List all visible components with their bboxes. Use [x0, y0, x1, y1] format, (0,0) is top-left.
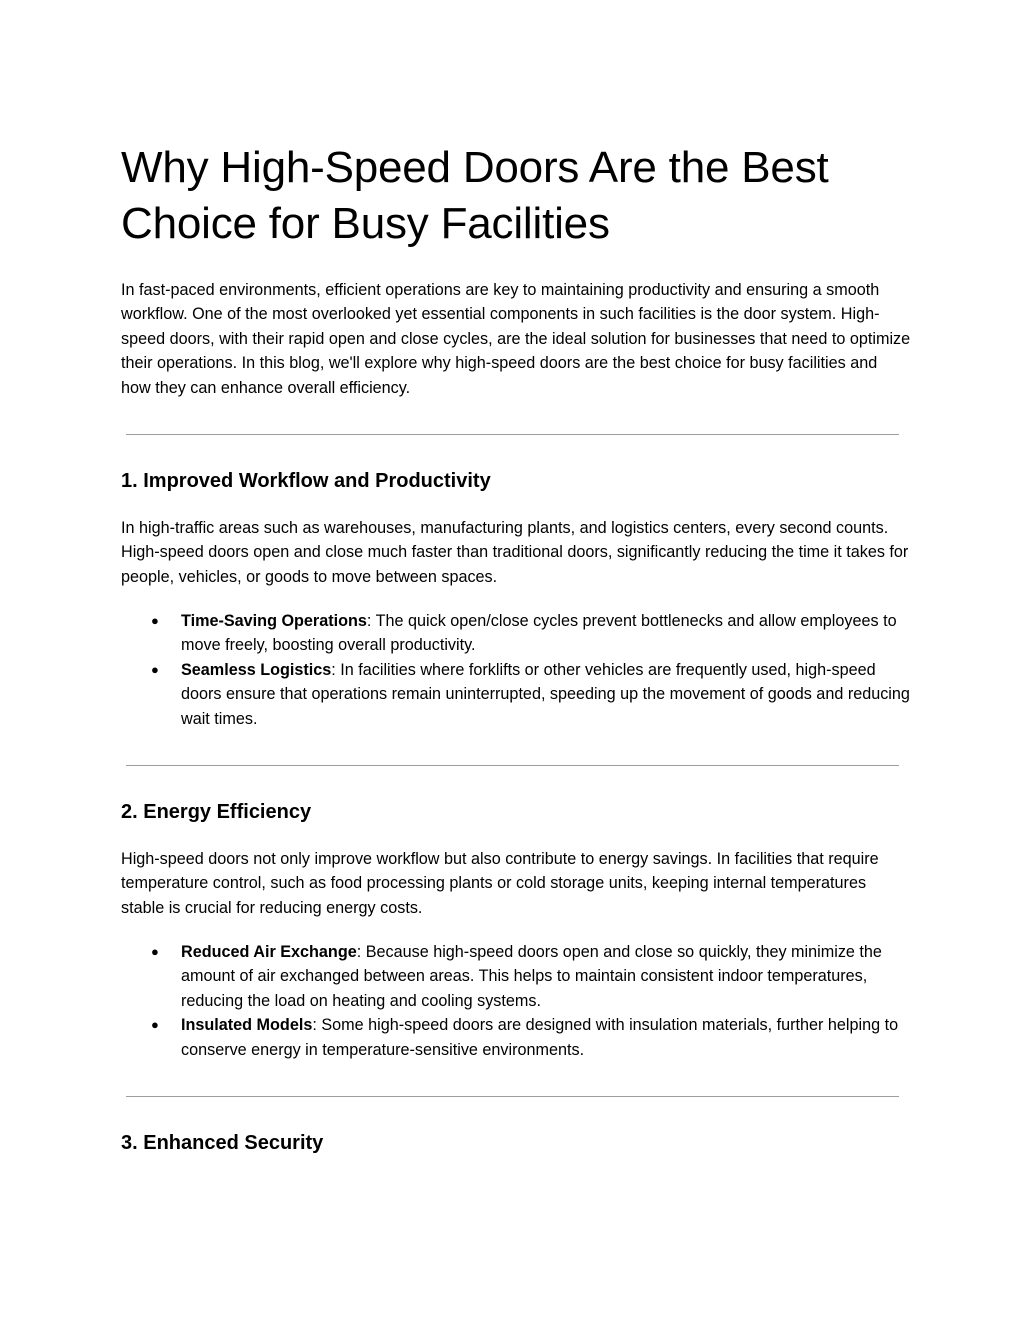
- bullet-icon: ●: [151, 1017, 159, 1033]
- section-heading-energy: 2. Energy Efficiency: [121, 801, 312, 823]
- section-heading-security: 3. Enhanced Security: [121, 1132, 324, 1154]
- list-item: [121, 609, 911, 658]
- section-body-workflow: In high-traffic areas such as warehouses, manufacturing plants, and logistics centers, every second counts. High-speed doors open and close much faster than traditional doors, significantly reducing the time it takes for people, vehicles, or goods to move between spaces.: [121, 519, 909, 586]
- bullet-text: : Because high-speed doors open and close so quickly, they minimize the amount of air exchanged between areas. This helps to maintain consistent indoor temperatures, reducing the load on heating and cooling systems.: [181, 943, 882, 1010]
- bullet-term: Reduced Air Exchange: [181, 943, 357, 961]
- bullet-text: : The quick open/close cycles prevent bottlenecks and allow employees to move freely, boosting overall productivity.: [181, 612, 897, 655]
- section-body-energy: High-speed doors not only improve workflow but also contribute to energy savings. In facilities that require temperature control, such as food processing plants or cold storage units, keeping internal temperatures stable is crucial for reducing energy costs.: [121, 850, 879, 917]
- intro-paragraph: In fast-paced environments, efficient operations are key to maintaining productivity and ensuring a smooth workflow. One of the most overlooked yet essential components in such facilities is the door system. High-speed doors, with their rapid open and close cycles, are the ideal solution for businesses that need to optimize their operations. In this blog, we'll explore why high-speed doors are the best choice for busy facilities and how they can enhance overall efficiency.: [121, 281, 911, 397]
- list-item: [121, 1013, 911, 1062]
- horizontal-rule: [126, 1096, 899, 1097]
- bullet-icon: ●: [151, 944, 159, 959]
- bullet-icon: ●: [151, 613, 159, 628]
- list-item: [121, 940, 911, 1013]
- horizontal-rule: [126, 434, 899, 435]
- page-title: Why High-Speed Doors Are the Best Choice for Busy Facilities: [121, 143, 829, 248]
- bullet-term: Seamless Logistics: [181, 660, 332, 679]
- section-heading-workflow: 1. Improved Workflow and Productivity: [121, 470, 491, 492]
- bullet-icon: ●: [151, 661, 159, 677]
- bullet-text: : Some high-speed doors are designed with insulation materials, further helping to conserve energy in temperature-sensitive environments.: [181, 1016, 899, 1059]
- horizontal-rule: [126, 765, 899, 766]
- bullet-term: Insulated Models: [181, 1016, 313, 1035]
- bullet-list-workflow: [121, 609, 911, 731]
- list-item: [121, 658, 911, 731]
- bullet-text: : In facilities where forklifts or other vehicles are frequently used, high-speed doors ensure that operations remain uninterrupted, speeding up the movement of goods and reducing wait times.: [181, 660, 910, 728]
- bullet-term: Time-Saving Operations: [181, 612, 367, 630]
- bullet-list-energy: [121, 940, 911, 1062]
